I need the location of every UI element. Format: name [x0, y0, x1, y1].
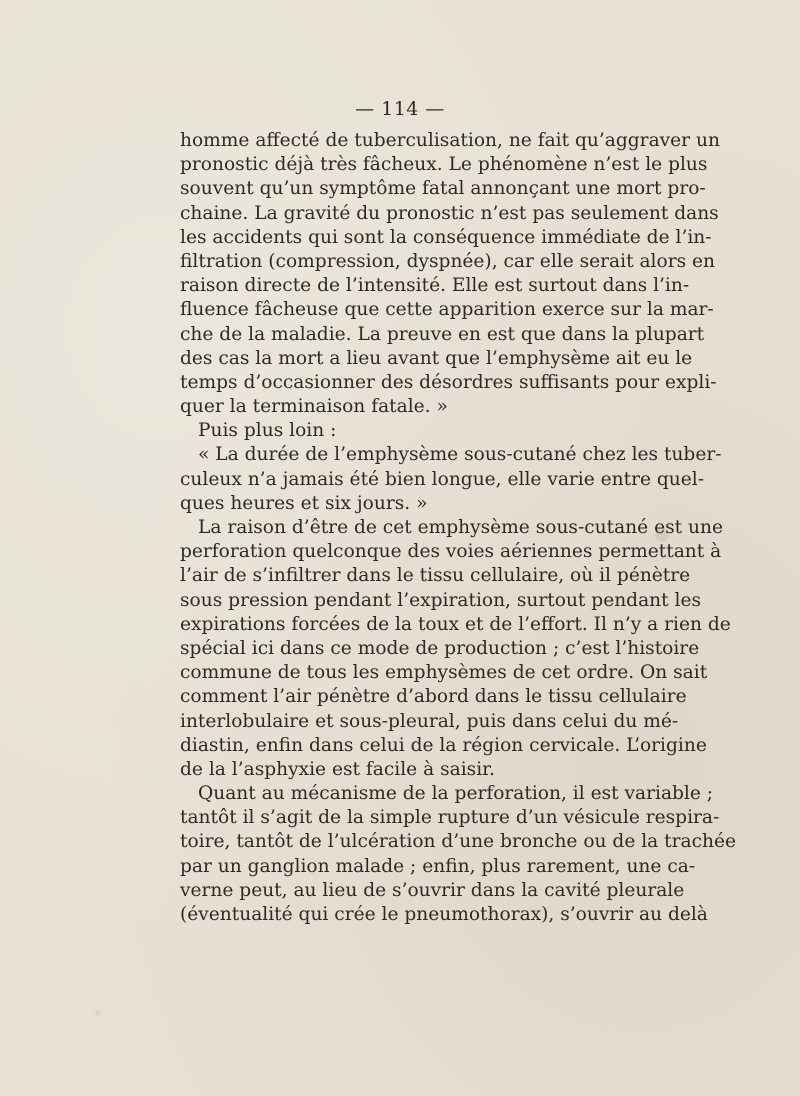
text-line: pronostic déjà très fâcheux. Le phénomène n’est le plus — [180, 154, 708, 176]
body-text — [180, 129, 737, 927]
text-line: diastin, enfin dans celui de la région cervicale. L’origine — [180, 734, 707, 756]
paper-stain — [95, 1010, 101, 1016]
text-line: spécial ici dans ce mode de production ; c’est l’histoire — [180, 637, 700, 659]
text-line: expirations forcées de la toux et de l’effort. Il n’y a rien de — [180, 613, 731, 635]
text-line: comment l’air pénètre d’abord dans le tissu cellulaire — [180, 686, 687, 708]
text-line: La raison d’être de cet emphysème sous-cutané est une — [198, 517, 723, 538]
text-line: perforation quelconque des voies aériennes permettant à — [180, 541, 722, 563]
text-line: culeux n’a jamais été bien longue, elle varie entre quel- — [180, 468, 705, 490]
text-line: par un ganglion malade ; enfin, plus rarement, une ca- — [180, 855, 696, 877]
text-line: toire, tantôt de l’ulcération d’une bronche ou de la trachée — [180, 831, 737, 853]
text-line: souvent qu’un symptôme fatal annonçant une mort pro- — [180, 178, 706, 200]
text-line: des cas la mort a lieu avant que l’emphysème ait eu le — [180, 347, 693, 369]
text-line: verne peut, au lieu de s’ouvrir dans la cavité pleurale — [180, 879, 685, 901]
text-line: de la l’asphyxie est facile à saisir. — [180, 758, 495, 780]
text-line: sous pression pendant l’expiration, surtout pendant les — [180, 589, 702, 611]
text-line: che de la maladie. La preuve en est que dans la plupart — [180, 323, 705, 345]
page-number: — 114 — — [355, 98, 445, 120]
text-line: tantôt il s’agit de la simple rupture d’un vésicule respira- — [180, 807, 720, 829]
text-line: fluence fâcheuse que cette apparition exerce sur la mar- — [180, 299, 714, 321]
text-line: filtration (compression, dyspnée), car elle serait alors en — [180, 250, 716, 272]
text-line: commune de tous les emphysèmes de cet ordre. On sait — [180, 662, 708, 684]
text-line: l’air de s’infiltrer dans le tissu cellulaire, où il pénètre — [180, 565, 691, 587]
text-line: les accidents qui sont la conséquence immédiate de l’in- — [180, 226, 712, 248]
text-line: Quant au mécanisme de la perforation, il est variable ; — [198, 783, 714, 805]
text-line: « La durée de l’emphysème sous-cutané chez les tuber- — [198, 444, 722, 466]
text-line: quer la terminaison fatale. » — [180, 396, 448, 418]
text-line: temps d’occasionner des désordres suffisants pour expli- — [180, 371, 717, 393]
text-line: (éventualité qui crée le pneumothorax), s’ouvrir au delà — [180, 904, 708, 925]
text-line: interlobulaire et sous-pleural, puis dans celui du mé- — [180, 710, 679, 732]
text-line: ques heures et six jours. » — [180, 492, 428, 514]
text-line: raison directe de l’intensité. Elle est surtout dans l’in- — [180, 275, 690, 297]
text-line: Puis plus loin : — [198, 420, 337, 442]
text-line: chaine. La gravité du pronostic n’est pas seulement dans — [180, 202, 719, 224]
text-line: homme affecté de tuberculisation, ne fait qu’aggraver un — [180, 130, 720, 151]
